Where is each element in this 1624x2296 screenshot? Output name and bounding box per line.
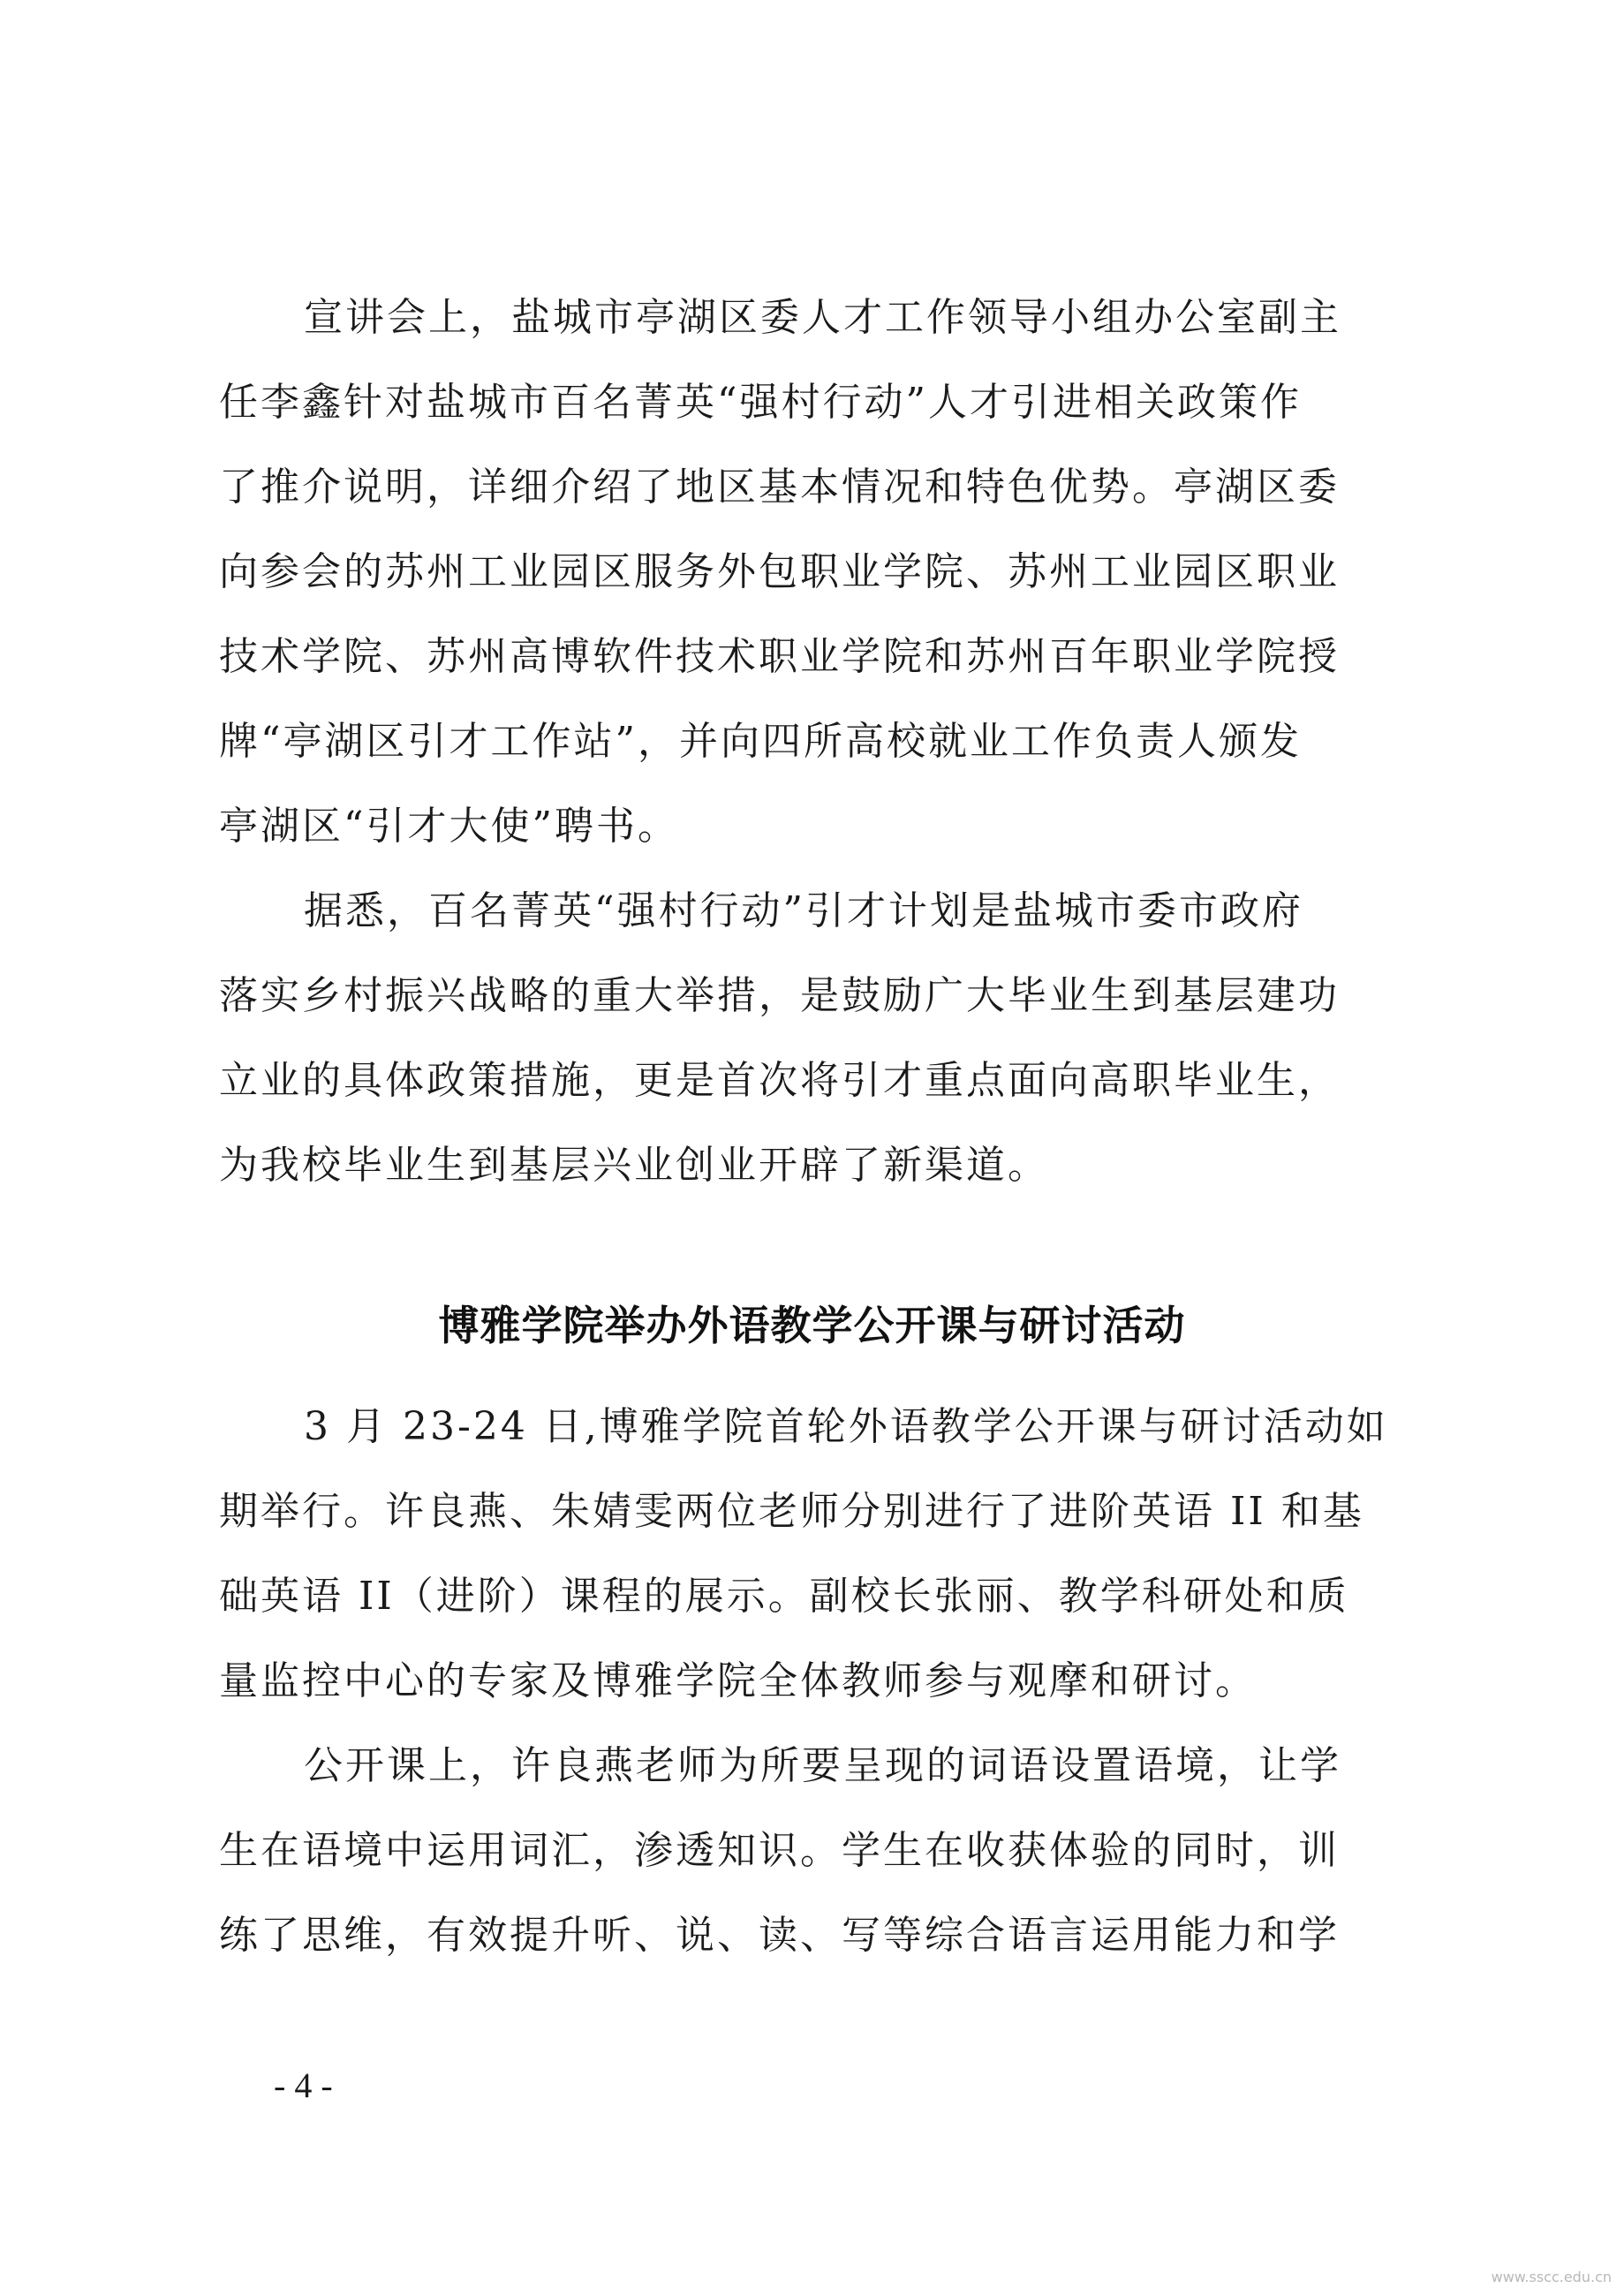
text-line: 础英语 II（进阶）课程的展示。副校长张丽、教学科研处和质 — [219, 1574, 1349, 1619]
text-line: 亭湖区“引才大使”聘书。 — [219, 804, 679, 849]
text-line: 宣讲会上，盐城市亭湖区委人才工作领导小组办公室副主 — [304, 295, 1341, 340]
text-line: 落实乡村振兴战略的重大举措，是鼓励广大毕业生到基层建功 — [219, 973, 1340, 1018]
text-line: 技术学院、苏州高博软件技术职业学院和苏州百年职业学院授 — [219, 634, 1340, 679]
text-line: 牌“亭湖区引才工作站”，并向四所高校就业工作负责人颁发 — [219, 719, 1302, 764]
article-title: 博雅学院举办外语教学公开课与研讨活动 — [438, 1302, 1186, 1349]
text-line: 练了思维，有效提升听、说、读、写等综合语言运用能力和学 — [219, 1913, 1340, 1958]
article-paragraph-2 — [219, 1724, 1404, 1978]
article-paragraph-1 — [219, 1385, 1404, 1724]
text-line: 据悉，百名菁英“强村行动”引才计划是盐城市委市政府 — [304, 888, 1303, 933]
text-line: 3 月 23-24 日,博雅学院首轮外语教学公开课与研讨活动如 — [304, 1404, 1388, 1449]
text-line: 量监控中心的专家及博雅学院全体教师参与观摩和研讨。 — [219, 1658, 1257, 1703]
text-line: 期举行。许良燕、朱婧雯两位老师分别进行了进阶英语 II 和基 — [219, 1489, 1364, 1534]
text-line: 生在语境中运用词汇，渗透知识。学生在收获体验的同时，训 — [219, 1828, 1340, 1873]
intro-paragraph-2 — [219, 869, 1404, 1208]
text-line: 立业的具体政策措施，更是首次将引才重点面向高职毕业生， — [219, 1058, 1340, 1103]
site-watermark: www.sscc.edu.cn — [1491, 2269, 1612, 2285]
text-line: 任李鑫针对盐城市百名菁英“强村行动”人才引进相关政策作 — [219, 380, 1302, 425]
text-line: 为我校毕业生到基层兴业创业开辟了新渠道。 — [219, 1143, 1049, 1188]
text-line: 公开课上，许良燕老师为所要呈现的词语设置语境，让学 — [304, 1743, 1341, 1788]
text-line: 了推介说明，详细介绍了地区基本情况和特色优势。亭湖区委 — [219, 464, 1340, 510]
page-number: - 4 - — [274, 2066, 333, 2105]
text-line: 向参会的苏州工业园区服务外包职业学院、苏州工业园区职业 — [219, 549, 1340, 594]
intro-paragraph-1 — [219, 276, 1404, 869]
